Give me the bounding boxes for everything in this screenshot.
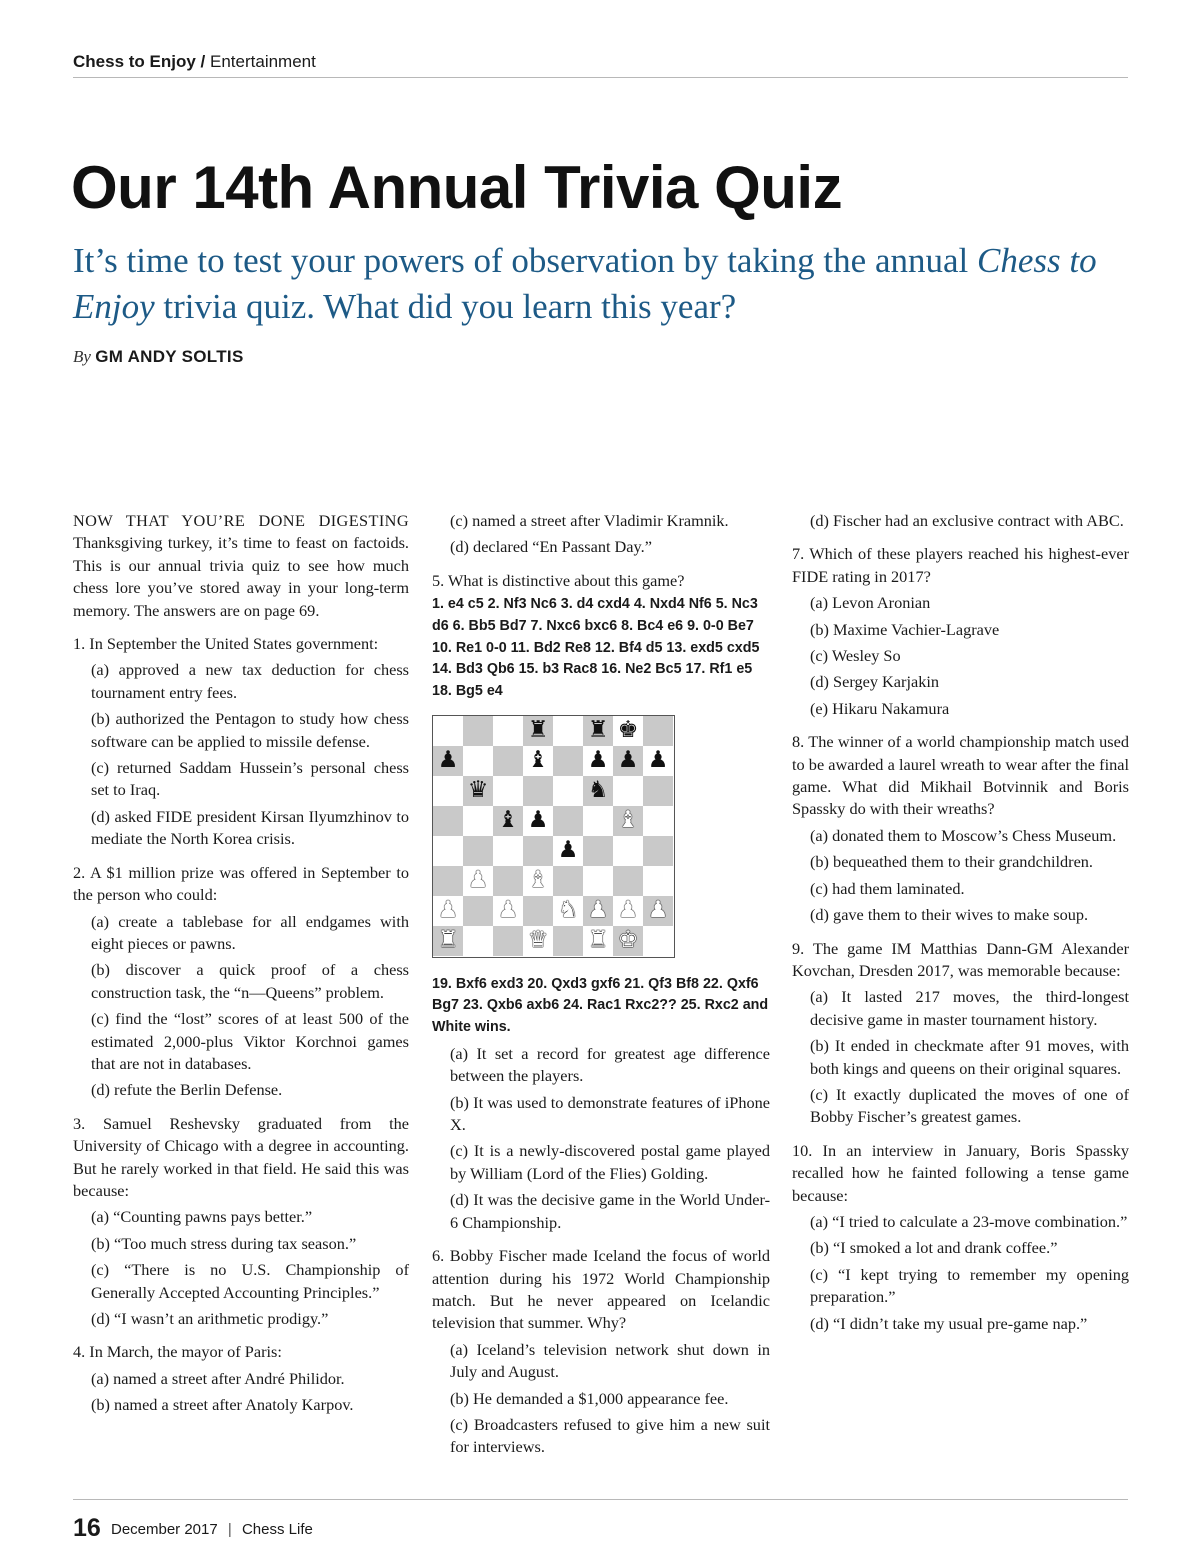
board-square — [583, 836, 613, 866]
question-7 — [792, 543, 1129, 720]
board-square — [553, 836, 583, 866]
option-b: (b) He demanded a $1,000 appearance fee. — [450, 1388, 729, 1408]
deck-part-1: It’s time to test your powers of observation by taking the annual — [73, 241, 977, 280]
board-square — [643, 746, 673, 776]
board-square — [463, 716, 493, 746]
board-square — [583, 716, 613, 746]
option-c: (c) returned Saddam Hussein’s personal chess set to Iraq. — [91, 758, 409, 800]
board-square — [613, 716, 643, 746]
option-a: (a) It set a record for greatest age difference between the players. — [450, 1043, 770, 1086]
board-square — [553, 806, 583, 836]
article-deck — [73, 238, 1128, 330]
white-rook-icon: ♜ — [587, 927, 609, 954]
option-a: (a) named a street after André Philidor. — [91, 1368, 345, 1388]
option-c: (c) Broadcasters refused to give him a new suit for interviews. — [450, 1414, 770, 1457]
option-b: (b) Maxime Vachier-Lagrave — [810, 619, 1000, 639]
board-square — [583, 866, 613, 896]
question-9 — [792, 938, 1129, 1129]
intro-paragraph — [73, 510, 409, 622]
option-b: (b) named a street after Anatoly Karpov. — [91, 1395, 354, 1415]
board-square — [613, 776, 643, 806]
board-square — [643, 866, 673, 896]
black-bishop-icon: ♝ — [497, 807, 519, 834]
byline-prefix: By — [73, 347, 91, 366]
section-name: Chess to Enjoy — [73, 52, 196, 71]
option-c: (c) named a street after Vladimir Kramnik. — [450, 511, 729, 530]
column-2 — [432, 510, 770, 1459]
white-knight-icon: ♞ — [557, 897, 579, 924]
question-text: 2. A $1 million prize was offered in September to the person who could: — [73, 862, 409, 905]
column-1 — [73, 510, 409, 1417]
board-square — [493, 866, 523, 896]
option-a: (a) It lasted 217 moves, the third-longest decisive game in master tournament history. — [810, 987, 1129, 1029]
question-text: 9. The game IM Matthias Dann-GM Alexander Kovchan, Dresden 2017, was memorable because: — [792, 938, 1129, 980]
question-text: 8. The winner of a world championship match used to be awarded a laurel wreath to wear after the final game. What did Mikhail Botvinnik and Boris Spassky do with their wreaths? — [792, 732, 1129, 819]
header-separator: / — [200, 52, 206, 71]
board-square — [433, 746, 463, 776]
option-c: (c) had them laminated. — [810, 878, 965, 898]
board-square — [523, 836, 553, 866]
board-square — [433, 836, 463, 866]
option-a: (a) Iceland’s television network shut down in July and August. — [450, 1339, 770, 1382]
option-d: (d) asked FIDE president Kirsan Ilyumzhinov to mediate the North Korea crisis. — [91, 806, 409, 849]
black-king-icon: ♚ — [617, 717, 639, 744]
board-square — [433, 866, 463, 896]
option-b: (b) “Too much stress during tax season.” — [91, 1233, 357, 1253]
page-footer — [73, 1499, 1128, 1544]
board-square — [523, 716, 553, 746]
page-number: 16 — [73, 1514, 101, 1542]
board-square — [613, 866, 643, 896]
board-square — [643, 836, 673, 866]
option-b: (b) “I smoked a lot and drank coffee.” — [810, 1238, 1058, 1258]
board-square — [583, 926, 613, 956]
black-pawn-icon: ♟ — [437, 747, 459, 774]
black-rook-icon: ♜ — [527, 717, 549, 744]
board-square — [463, 806, 493, 836]
board-square — [493, 926, 523, 956]
question-text: 6. Bobby Fischer made Iceland the focus of world attention during his 1972 World Championship match. But he never appeared on Icelandic television that summer. Why? — [432, 1246, 770, 1333]
board-square — [433, 806, 463, 836]
question-text: 5. What is distinctive about this game? — [432, 570, 685, 590]
option-c: (c) It is a newly-discovered postal game played by William (Lord of the Flies) Golding. — [450, 1141, 770, 1183]
black-queen-icon: ♛ — [467, 777, 489, 804]
board-square — [433, 776, 463, 806]
question-4-continued — [432, 510, 770, 559]
board-square — [643, 776, 673, 806]
byline-author: GM ANDY SOLTIS — [95, 347, 244, 366]
running-header — [73, 52, 1128, 78]
option-d: (d) “I wasn’t an arithmetic prodigy.” — [91, 1309, 329, 1328]
byline — [73, 346, 244, 368]
option-d: (d) Fischer had an exclusive contract with ABC. — [810, 511, 1124, 530]
option-a: (a) “I tried to calculate a 23-move combination.” — [810, 1211, 1128, 1231]
board-square — [583, 746, 613, 776]
footer-separator: | — [227, 1521, 232, 1538]
white-rook-icon: ♜ — [437, 927, 459, 954]
board-square — [613, 836, 643, 866]
board-square — [643, 806, 673, 836]
white-pawn-icon: ♟ — [647, 897, 669, 924]
board-square — [493, 776, 523, 806]
board-square — [493, 896, 523, 926]
deck-part-2: trivia quiz. What did you learn this year? — [154, 287, 737, 326]
board-square — [523, 746, 553, 776]
option-c: (c) “I kept trying to remember my opening preparation.” — [810, 1264, 1129, 1307]
board-square — [493, 806, 523, 836]
board-square — [553, 896, 583, 926]
option-b: (b) It was used to demonstrate features of iPhone X. — [450, 1092, 770, 1135]
option-a: (a) approved a new tax deduction for chess tournament entry fees. — [91, 660, 409, 702]
board-square — [613, 806, 643, 836]
white-pawn-icon: ♟ — [617, 897, 639, 924]
question-5 — [432, 570, 770, 1234]
option-d: (d) gave them to their wives to make soup. — [810, 905, 1089, 925]
black-pawn-icon: ♟ — [647, 747, 669, 774]
question-6-continued — [792, 510, 1129, 532]
board-square — [553, 776, 583, 806]
game-moves-1: 1. e4 c5 2. Nf3 Nc6 3. d4 cxd4 4. Nxd4 Nf6 5. Nc3 d6 6. Bb5 Bd7 7. Nxc6 bxc6 8. Bc4 e6 9. 0-0 Be7 10. Re1 0-0 11. Bd2 Re8 12. Bf4 d5 13. exd5 cxd5 14. Bd3 Qb6 15. b3 Rac8 16. Ne2 Bc5 17. Rf1 e5 18. Bg5 e4 — [432, 596, 760, 700]
option-b: (b) authorized the Pentagon to study how chess software can be applied to missile defense. — [91, 709, 409, 751]
question-text: 7. Which of these players reached his highest-ever FIDE rating in 2017? — [792, 544, 1129, 586]
option-b: (b) discover a quick proof of a chess construction task, the “n—Queens” problem. — [91, 960, 409, 1002]
board-square — [463, 866, 493, 896]
issue-date: December 2017 — [110, 1521, 218, 1538]
subsection-name: Entertainment — [210, 52, 316, 71]
board-square — [583, 806, 613, 836]
white-pawn-icon: ♟ — [497, 897, 519, 924]
board-square — [463, 746, 493, 776]
deck-italic: Chess to Enjoy — [73, 241, 1097, 326]
black-pawn-icon: ♟ — [617, 747, 639, 774]
board-square — [523, 866, 553, 896]
option-a: (a) create a tablebase for all endgames with eight pieces or pawns. — [91, 911, 409, 953]
option-d: (d) Sergey Karjakin — [810, 672, 940, 692]
board-square — [523, 776, 553, 806]
board-square — [493, 746, 523, 776]
board-square — [493, 836, 523, 866]
board-square — [433, 896, 463, 926]
question-4 — [73, 1341, 409, 1416]
option-b: (b) bequeathed them to their grandchildren. — [810, 852, 1094, 872]
question-8 — [792, 731, 1129, 926]
option-a: (a) Levon Aronian — [810, 593, 931, 613]
black-pawn-icon: ♟ — [527, 807, 549, 834]
option-e: (e) Hikaru Nakamura — [810, 698, 950, 718]
chess-diagram — [432, 715, 675, 958]
question-3 — [73, 1113, 409, 1331]
option-c: (c) It exactly duplicated the moves of one of Bobby Fischer’s greatest games. — [810, 1084, 1129, 1127]
board-square — [523, 896, 553, 926]
question-10 — [792, 1140, 1129, 1335]
board-square — [613, 746, 643, 776]
board-square — [463, 896, 493, 926]
game-moves-2: 19. Bxf6 exd3 20. Qxd3 gxf6 21. Qf3 Bf8 22. Qxf6 Bg7 23. Qxb6 axb6 24. Rac1 Rxc2?? 25. Rxc2 and White wins. — [432, 975, 769, 1036]
white-pawn-icon: ♟ — [467, 867, 489, 894]
question-text: 4. In March, the mayor of Paris: — [73, 1342, 282, 1362]
board-square — [463, 926, 493, 956]
option-c: (c) Wesley So — [810, 646, 901, 666]
black-pawn-icon: ♟ — [587, 747, 609, 774]
option-d: (d) It was the decisive game in the World Under-6 Championship. — [450, 1190, 770, 1232]
board-square — [463, 776, 493, 806]
option-c: (c) find the “lost” scores of at least 500 of the estimated 2,000-plus Viktor Korchnoi games that are not in databases. — [91, 1009, 409, 1073]
black-bishop-icon: ♝ — [527, 747, 549, 774]
board-square — [643, 926, 673, 956]
question-text: 10. In an interview in January, Boris Spassky recalled how he fainted following a tense game because: — [792, 1140, 1129, 1205]
option-d: (d) refute the Berlin Defense. — [91, 1080, 283, 1100]
question-6 — [432, 1245, 770, 1459]
board-square — [583, 896, 613, 926]
board-square — [643, 896, 673, 926]
intro-lead: NOW THAT YOU’RE DONE DIGESTING — [73, 511, 409, 530]
board-square — [553, 716, 583, 746]
board-square — [613, 896, 643, 926]
board-square — [523, 926, 553, 956]
black-rook-icon: ♜ — [587, 717, 609, 744]
question-text: 1. In September the United States government: — [73, 634, 379, 654]
option-b: (b) It ended in checkmate after 91 moves, with both kings and queens on their original squares. — [810, 1036, 1129, 1078]
board-square — [583, 776, 613, 806]
white-bishop-icon: ♝ — [617, 807, 639, 834]
question-1 — [73, 633, 409, 851]
black-knight-icon: ♞ — [587, 777, 609, 804]
board-square — [523, 806, 553, 836]
option-a: (a) donated them to Moscow’s Chess Museum. — [810, 825, 1117, 845]
board-square — [613, 926, 643, 956]
black-pawn-icon: ♟ — [557, 837, 579, 864]
board-square — [433, 716, 463, 746]
board-square — [553, 866, 583, 896]
option-d: (d) declared “En Passant Day.” — [450, 537, 652, 557]
option-a: (a) “Counting pawns pays better.” — [91, 1207, 313, 1227]
question-text: 3. Samuel Reshevsky graduated from the University of Chicago with a degree in accounting. But he rarely worked in that field. He said this was because: — [73, 1113, 409, 1200]
board-square — [433, 926, 463, 956]
board-square — [553, 926, 583, 956]
question-2 — [73, 862, 409, 1102]
white-pawn-icon: ♟ — [587, 897, 609, 924]
board-square — [463, 836, 493, 866]
white-bishop-icon: ♝ — [527, 867, 549, 894]
column-3 — [792, 510, 1129, 1335]
option-c: (c) “There is no U.S. Championship of Generally Accepted Accounting Principles.” — [91, 1260, 409, 1302]
white-king-icon: ♚ — [617, 927, 639, 954]
board-square — [643, 716, 673, 746]
magazine-name: Chess Life — [241, 1521, 313, 1538]
white-pawn-icon: ♟ — [437, 897, 459, 924]
option-d: (d) “I didn’t take my usual pre-game nap.” — [810, 1313, 1088, 1333]
intro-text: Thanksgiving turkey, it’s time to feast on factoids. This is our annual trivia quiz to see how much chess lore you’ve stored away in your long-term memory. The answers are on page 69. — [73, 533, 409, 620]
white-queen-icon: ♛ — [527, 927, 549, 954]
board-square — [553, 746, 583, 776]
article-title: Our 14th Annual Trivia Quiz — [71, 154, 843, 221]
board-square — [493, 716, 523, 746]
